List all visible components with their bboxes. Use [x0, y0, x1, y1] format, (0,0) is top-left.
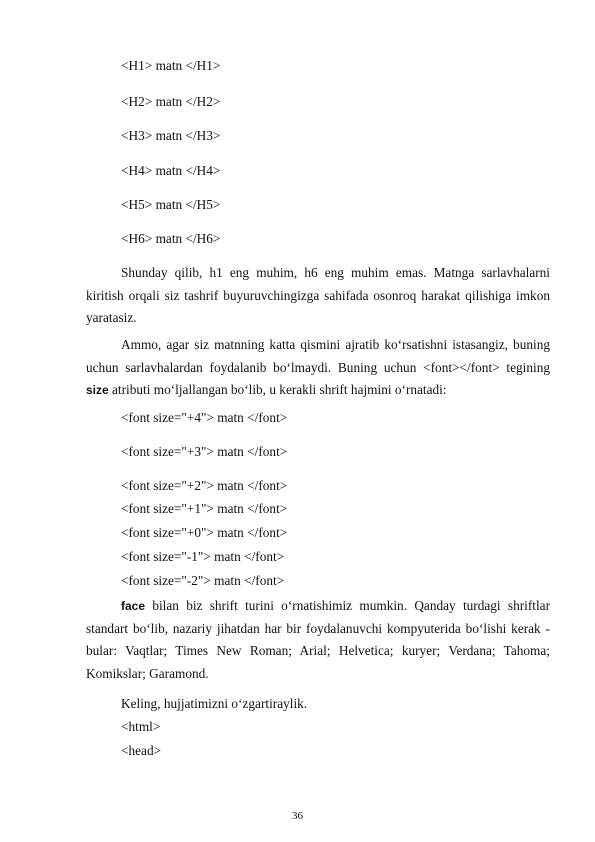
h3-example-line: <H3> matn </H3> [121, 128, 221, 143]
paragraph-font-size [86, 334, 550, 402]
h6-example-line: <H6> matn </H6> [121, 231, 221, 246]
font-size-example-plus4: <font size="+4"> matn </font> [121, 410, 288, 425]
paragraph-headings-summary: Shunday qilib, h1 eng muhim, h6 eng muhim emas. Matnga sarlavhalarni kiritish orqali siz tashrif buyuruvchingizga sahifada osonroq harakat qilishiga imkon yaratasiz. [86, 265, 550, 325]
code-html-open-tag: <html> [121, 719, 161, 734]
face-attribute-keyword: face [121, 599, 146, 613]
h2-example-line: <H2> matn </H2> [121, 94, 221, 109]
closing-sentence: Keling, hujjatimizni o‘zgartiraylik. [121, 696, 308, 711]
h4-example-line: <H4> matn </H4> [121, 163, 221, 178]
size-attribute-keyword: size [86, 383, 109, 397]
paragraph-font-size-text-before: Ammo, agar siz matnning katta qismini ajratib ko‘rsatishni istasangiz, buning uchun sarlavhalardan foydalanib bo‘lmaydi. Buning uchun <font></font> tegining [86, 337, 550, 375]
page-number: 36 [292, 810, 303, 822]
h5-example-line: <H5> matn </H5> [121, 197, 221, 212]
h1-example-line: <H1> matn </H1> [121, 58, 221, 73]
font-size-example-plus1: <font size="+1"> matn </font> [121, 501, 288, 516]
paragraph-font-size-text-after: atributi mo‘ljallangan bo‘lib, u kerakli shrift hajmini o‘rnatadi: [108, 382, 447, 397]
font-size-example-minus2: <font size="-2"> matn </font> [121, 573, 285, 588]
font-size-example-plus3: <font size="+3"> matn </font> [121, 444, 288, 459]
code-head-open-tag: <head> [121, 743, 162, 758]
font-size-example-plus0: <font size="+0"> matn </font> [121, 525, 288, 540]
paragraph-font-face [86, 595, 550, 685]
font-size-example-minus1: <font size="-1"> matn </font> [121, 549, 285, 564]
paragraph-font-face-text: bilan biz shrift turini o‘rnatishimiz mumkin. Qanday turdagi shriftlar standart bo‘lib, nazariy jihatdan har bir foydalanuvchi kompyuterida bo‘lishi kerak - bular: Vaqtlar; Times New Roman; Arial; Helvetica; kuryer; Verdana; Tahoma; Komikslar; Garamond. [86, 598, 550, 681]
font-size-example-plus2: <font size="+2"> matn </font> [121, 478, 288, 493]
